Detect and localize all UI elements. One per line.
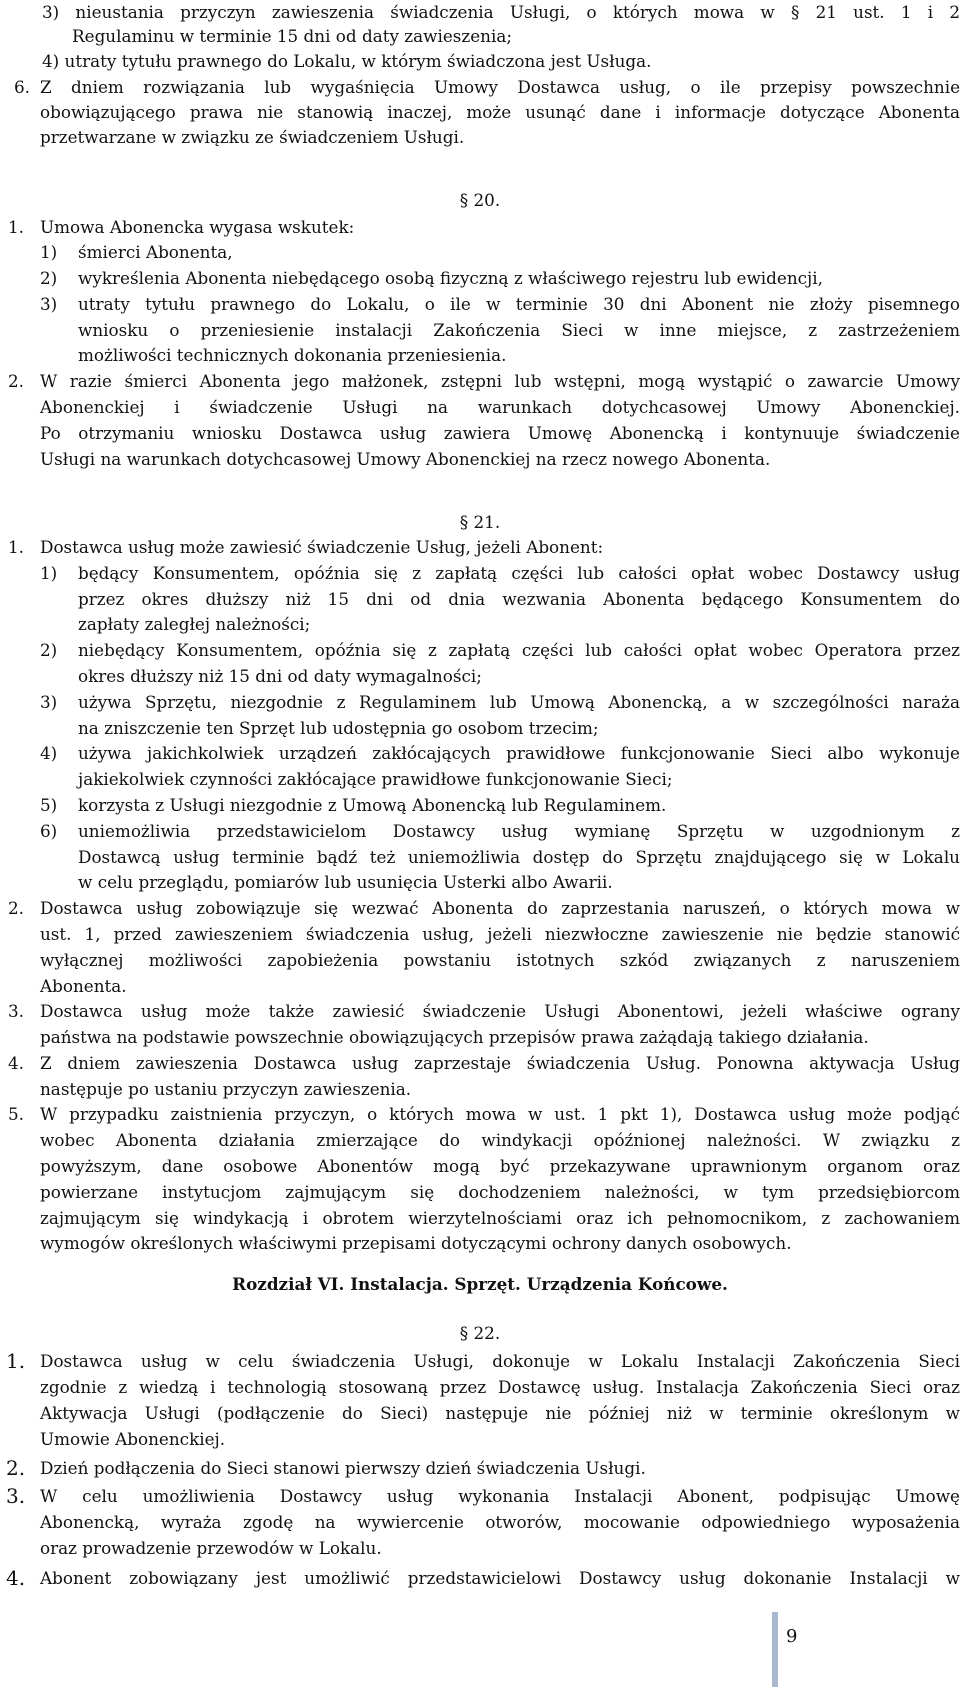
- list-item-continuation: zapłaty zaległej należności;: [78, 614, 311, 634]
- paragraph-line: zajmującym się windykacją i obrotem wierzytelnościami oraz ich pełnomocnikom, z zachowaniem: [40, 1208, 960, 1228]
- list-item-continuation: Regulaminu w terminie 15 dni od daty zawieszenia;: [72, 26, 512, 46]
- paragraph-line: Dostawca usług w celu świadczenia Usługi, dokonuje w Lokalu Instalacji Zakończenia Sieci: [40, 1351, 960, 1371]
- list-number: 3): [40, 692, 58, 712]
- paragraph-line: Dzień podłączenia do Sieci stanowi pierwszy dzień świadczenia Usługi.: [40, 1458, 646, 1478]
- paragraph-number: 2.: [6, 1456, 26, 1480]
- paragraph-line: oraz prowadzenie przewodów w Lokalu.: [40, 1538, 382, 1558]
- list-item-continuation: jakiekolwiek czynności zakłócające prawidłowe funkcjonowanie Sieci;: [78, 769, 673, 789]
- paragraph-number: 3.: [8, 1001, 25, 1021]
- paragraph-number: 4.: [8, 1053, 25, 1073]
- list-item: używa Sprzętu, niezgodnie z Regulaminem lub Umową Abonencką, a w szczególności naraża: [78, 692, 960, 712]
- paragraph-line: Dostawca usług może zawiesić świadczenie Usług, jeżeli Abonent:: [40, 537, 604, 557]
- list-number: 3): [40, 294, 58, 314]
- list-item-continuation: na zniszczenie ten Sprzęt lub udostępnia go osobom trzecim;: [78, 718, 599, 738]
- paragraph-number: 2.: [8, 371, 25, 391]
- paragraph-number: 6.: [14, 77, 31, 97]
- paragraph-line: powierzane instytucjom zajmującym się dochodzeniem należności, w tym przedsiębiorcom: [40, 1182, 960, 1202]
- list-item-continuation: przez okres dłuższy niż 15 dni od dnia wezwania Abonenta będącego Konsumentem do: [78, 589, 960, 609]
- page-number: 9: [786, 1626, 798, 1647]
- paragraph-line: Po otrzymaniu wniosku Dostawca usług zawiera Umowę Abonencką i kontynuuje świadczenie: [40, 423, 960, 443]
- paragraph-number: 2.: [8, 898, 25, 918]
- paragraph-number: 4.: [6, 1566, 26, 1590]
- list-item: 3) nieustania przyczyn zawieszenia świadczenia Usługi, o których mowa w § 21 ust. 1 i 2: [42, 2, 960, 22]
- section-heading: § 20.: [459, 190, 501, 210]
- paragraph-line: Z dniem rozwiązania lub wygaśnięcia Umowy Dostawca usług, o ile przepisy powszechnie: [40, 77, 960, 97]
- footer-accent-bar: [772, 1612, 778, 1687]
- paragraph-number: 1.: [6, 1349, 26, 1373]
- paragraph-number: 3.: [6, 1484, 26, 1508]
- paragraph-line: wymogów określonych właściwymi przepisami dotyczącymi ochrony danych osobowych.: [40, 1233, 792, 1253]
- paragraph-line: W przypadku zaistnienia przyczyn, o których mowa w ust. 1 pkt 1), Dostawca usług może podjąć: [40, 1104, 960, 1124]
- list-item: niebędący Konsumentem, opóźnia się z zapłatą części lub całości opłat wobec Operatora przez: [78, 640, 960, 660]
- chapter-heading: Rozdział VI. Instalacja. Sprzęt. Urządzenia Końcowe.: [232, 1274, 728, 1294]
- list-item: korzysta z Usługi niezgodnie z Umową Abonencką lub Regulaminem.: [78, 795, 667, 815]
- section-heading: § 21.: [459, 512, 501, 532]
- paragraph-line: wyłącznej możliwości zapobieżenia powstaniu istotnych szkód związanych z naruszeniem: [40, 950, 960, 970]
- list-number: 1): [40, 242, 58, 262]
- paragraph-line: W celu umożliwienia Dostawcy usług wykonania Instalacji Abonent, podpisując Umowę: [40, 1486, 960, 1506]
- paragraph-line: Usługi na warunkach dotychcasowej Umowy Abonenckiej na rzecz nowego Abonenta.: [40, 449, 771, 469]
- list-item-continuation: możliwości technicznych dokonania przeniesienia.: [78, 345, 507, 365]
- paragraph-line: Abonent zobowiązany jest umożliwić przedstawicielowi Dostawcy usług dokonanie Instalacji w: [40, 1568, 960, 1588]
- list-item-continuation: wniosku o przeniesienie instalacji Zakończenia Sieci w inne miejsce, z zastrzeżeniem: [78, 320, 960, 340]
- list-item: uniemożliwia przedstawicielom Dostawcy usług wymianę Sprzętu w uzgodnionym z: [78, 821, 960, 841]
- list-item: będący Konsumentem, opóźnia się z zapłatą części lub całości opłat wobec Dostawcy usług: [78, 563, 960, 583]
- paragraph-line: ust. 1, przed zawieszeniem świadczenia usług, jeżeli niezwłoczne zawieszenie nie będzie stanowić: [40, 924, 960, 944]
- paragraph-line: Z dniem zawieszenia Dostawca usług zaprzestaje świadczenia Usług. Ponowna aktywacja Usług: [40, 1053, 960, 1073]
- list-item: 4) utraty tytułu prawnego do Lokalu, w którym świadczona jest Usługa.: [42, 51, 652, 71]
- paragraph-line: państwa na podstawie powszechnie obowiązujących przepisów prawa zażądają takiego działania.: [40, 1027, 869, 1047]
- list-item: śmierci Abonenta,: [78, 242, 233, 262]
- paragraph-number: 1.: [8, 537, 25, 557]
- paragraph-line: obowiązującego prawa nie stanowią inaczej, może usunąć dane i informacje dotyczące Abonenta: [40, 102, 960, 122]
- list-item-continuation: w celu przeglądu, pomiarów lub usunięcia Usterki albo Awarii.: [78, 872, 613, 892]
- list-number: 2): [40, 268, 58, 288]
- paragraph-line: Abonenckiej i świadczenie Usługi na warunkach dotychcasowej Umowy Abonenckiej.: [40, 397, 960, 417]
- list-number: 1): [40, 563, 58, 583]
- list-item: wykreślenia Abonenta niebędącego osobą fizyczną z właściwego rejestru lub ewidencji,: [78, 268, 823, 288]
- list-number: 6): [40, 821, 58, 841]
- paragraph-line: zgodnie z wiedzą i technologią stosowaną przez Dostawcę usług. Instalacja Zakończenia Sieci oraz: [40, 1377, 960, 1397]
- paragraph-line: Aktywacja Usługi (podłączenie do Sieci) następuje nie później niż w terminie określonym w: [40, 1403, 960, 1423]
- list-number: 5): [40, 795, 58, 815]
- paragraph-line: Abonenta.: [40, 976, 127, 996]
- paragraph-line: powyższym, dane osobowe Abonentów mogą być przekazywane uprawnionym organom oraz: [40, 1156, 960, 1176]
- paragraph-line: Abonencką, wyraża zgodę na wywiercenie otworów, mocowanie odpowiedniego wyposażenia: [40, 1512, 960, 1532]
- paragraph-number: 5.: [8, 1104, 25, 1124]
- paragraph-line: Umowa Abonencka wygasa wskutek:: [40, 217, 355, 237]
- paragraph-line: W razie śmierci Abonenta jego małżonek, zstępni lub wstępni, mogą wystąpić o zawarcie Umowy: [40, 371, 960, 391]
- list-item-continuation: okres dłuższy niż 15 dni od daty wymagalności;: [78, 666, 482, 686]
- section-heading: § 22.: [459, 1323, 501, 1343]
- list-item: używa jakichkolwiek urządzeń zakłócających prawidłowe funkcjonowanie Sieci albo wykonuje: [78, 743, 960, 763]
- paragraph-line: następuje po ustaniu przyczyn zawieszenia.: [40, 1079, 412, 1099]
- paragraph-line: Umowie Abonenckiej.: [40, 1429, 226, 1449]
- list-number: 4): [40, 743, 58, 763]
- list-number: 2): [40, 640, 58, 660]
- list-item-continuation: Dostawcą usług terminie bądź też uniemożliwia dostęp do Sprzętu znajdującego się w Lokalu: [78, 847, 960, 867]
- paragraph-line: przetwarzane w związku ze świadczeniem Usługi.: [40, 127, 465, 147]
- list-item: utraty tytułu prawnego do Lokalu, o ile w terminie 30 dni Abonent nie złoży pisemnego: [78, 294, 960, 314]
- paragraph-line: wobec Abonenta działania zmierzające do windykacji opóźnionej należności. W związku z: [40, 1130, 960, 1150]
- paragraph-number: 1.: [8, 217, 25, 237]
- paragraph-line: Dostawca usług zobowiązuje się wezwać Abonenta do zaprzestania naruszeń, o których mowa w: [40, 898, 960, 918]
- paragraph-line: Dostawca usług może także zawiesić świadczenie Usługi Abonentowi, jeżeli właściwe ograny: [40, 1001, 960, 1021]
